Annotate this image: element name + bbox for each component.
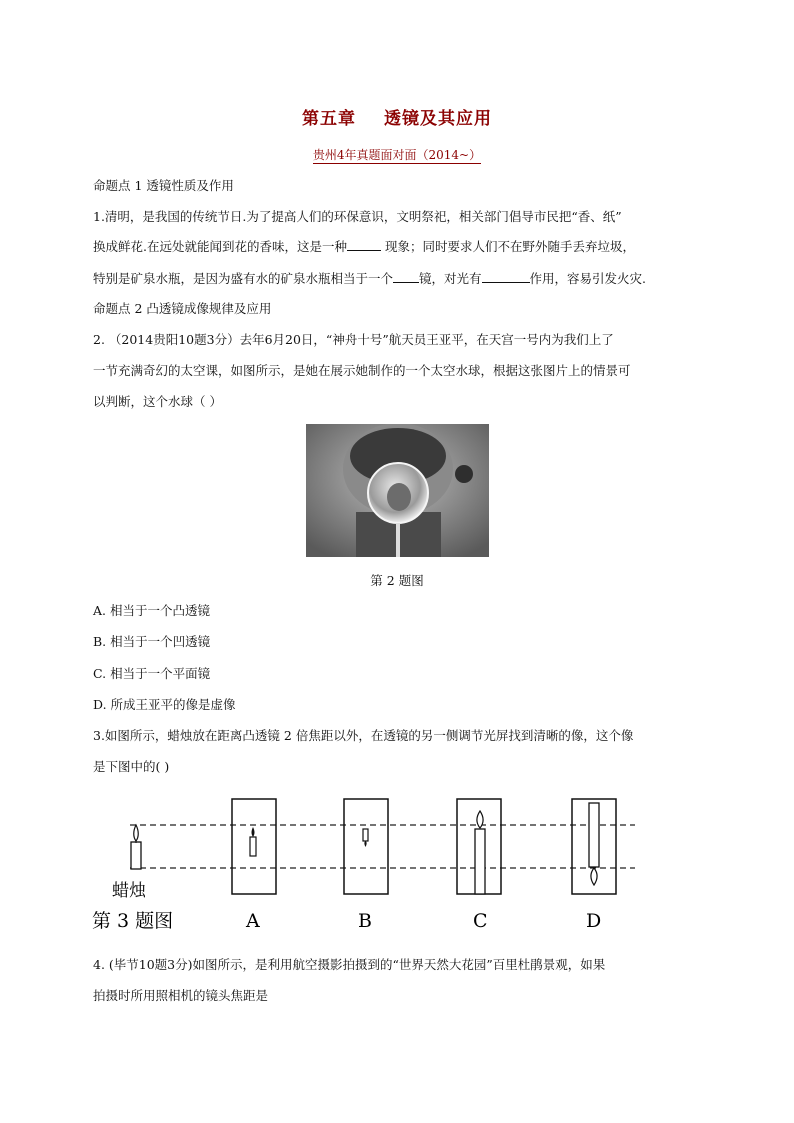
q4-line-2: 拍摄时所用照相机的镜头焦距是 [93,988,269,1003]
option-b-screen [344,799,388,894]
option-a-label: A [246,910,260,932]
option-d[interactable]: D. 所成王亚平的像是虚像 [93,697,236,712]
option-c[interactable]: C. 相当于一个平面镜 [93,666,211,681]
answer-blank-2[interactable] [393,270,419,283]
q2-line-3: 以判断，这个水球（ ） [93,394,222,409]
option-a[interactable]: A. 相当于一个凸透镜 [93,603,210,618]
q2-line-1: 2. （2014贵阳10题3分）去年6月20日，“神舟十号”航天员王亚平，在天宫一号内为我们上了 [93,332,614,347]
option-a-screen [232,799,276,894]
chapter-number: 第五章 [302,109,356,129]
option-b[interactable]: B. 相当于一个凹透镜 [93,634,211,649]
topic-point-2: 命题点 2 凸透镜成像规律及应用 [93,301,272,316]
option-c-screen [457,799,501,894]
q1-line-3 [93,269,705,289]
topic-point-1: 命题点 1 透镜性质及作用 [93,178,234,193]
figure-3-diagram [90,787,650,937]
option-c-label: C [473,910,488,932]
section-subtitle [0,146,794,163]
option-d-screen [572,799,616,894]
answer-blank-3[interactable] [482,270,530,283]
candle-icon [131,825,141,869]
q1-line-2 [93,237,705,257]
chapter-name: 透镜及其应用 [384,109,492,129]
figure-3-caption: 第 3 题图 [92,910,174,932]
q1-line-3a: 特别是矿泉水瓶，是因为盛有水的矿泉水瓶相当于一个 [93,271,394,286]
q1-line-2a: 换成鲜花.在远处就能闻到花的香味，这是一种 [93,239,347,254]
figure-2-caption: 第 2 题图 [370,573,424,588]
option-b-label: B [358,910,372,932]
candle-label: 蜡烛 [112,881,146,901]
chapter-title [0,104,794,129]
q3-line-1: 3.如图所示，蜡烛放在距离凸透镜 2 倍焦距以外，在透镜的另一侧调节光屏找到清晰的像，这个像 [93,728,634,743]
water-ball-photo [306,424,489,557]
q1-line-3b: 镜，对光有 [419,271,482,286]
q2-line-2: 一节充满奇幻的太空课，如图所示，是她在展示她制作的一个太空水球，根据这张图片上的情景可 [93,363,631,378]
q1-line-1: 1.清明，是我国的传统节日.为了提高人们的环保意识，文明祭祀，相关部门倡导市民把“香、纸” [93,209,622,224]
option-d-label: D [586,910,602,932]
subtitle-text: 贵州4年真题面对面（2014~） [312,148,482,162]
q1-line-3c: 作用，容易引发火灾. [529,271,647,286]
q3-line-2: 是下图中的( ) [93,759,170,774]
answer-blank-1[interactable] [347,238,381,251]
q4-line-1: 4. (毕节10题3分)如图所示，是利用航空摄影拍摄到的“世界天然大花园”百里杜鹃景观，如果 [93,957,606,972]
q1-line-2b: 现象；同时要求人们不在野外随手丢弃垃圾， [384,239,635,254]
